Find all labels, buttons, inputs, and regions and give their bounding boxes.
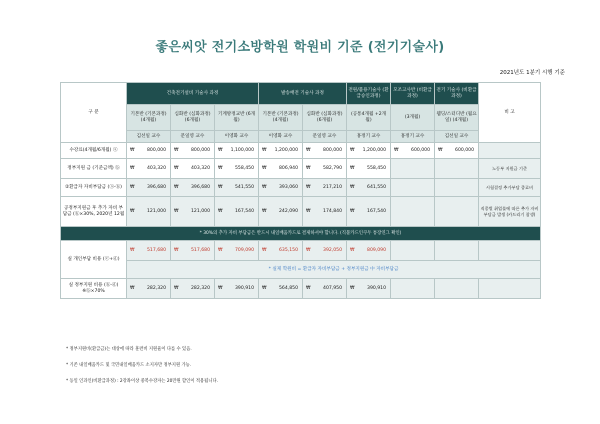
amount: 709,090 bbox=[235, 247, 254, 253]
value-cell bbox=[259, 197, 303, 227]
notice-banner: * 30%의 추가 자비 부담금은 반드시 내일배움카드로 결제하셔야 합니다. (직불카드인쿠두 통장연그 확인) bbox=[61, 227, 541, 241]
currency-symbol: ₩ bbox=[130, 184, 135, 190]
instructor-cell: 이영화 교수 bbox=[215, 131, 259, 143]
currency-symbol: ₩ bbox=[350, 147, 355, 153]
amount: 396,680 bbox=[191, 184, 210, 190]
value-cell bbox=[215, 143, 259, 159]
course-header: 기본반 (기본과정) (4개월) bbox=[127, 105, 171, 131]
empty-cell bbox=[391, 197, 435, 227]
currency-symbol: ₩ bbox=[306, 285, 311, 291]
amount: 217,210 bbox=[323, 184, 343, 190]
amount: 517,680 bbox=[147, 247, 166, 253]
footnote: * 정부지원비(환급금)는 대상에 따라 훈련비 지원율이 다를 수 있음. bbox=[66, 347, 192, 352]
currency-symbol: ₩ bbox=[130, 285, 135, 291]
value-cell bbox=[303, 143, 347, 159]
empty-cell bbox=[435, 279, 479, 299]
empty-cell bbox=[479, 241, 541, 261]
currency-symbol: ₩ bbox=[262, 147, 267, 153]
table-row bbox=[61, 197, 541, 227]
amount: 564,850 bbox=[279, 285, 298, 291]
currency-symbol: ₩ bbox=[350, 184, 355, 190]
instructor-cell: 홍정기 교수 bbox=[347, 131, 391, 143]
value-cell bbox=[347, 241, 391, 261]
currency-symbol: ₩ bbox=[218, 184, 223, 190]
amount: 167,540 bbox=[367, 208, 387, 214]
currency-symbol: ₩ bbox=[130, 208, 135, 214]
remark-header: 비 고 bbox=[479, 83, 541, 143]
currency-symbol: ₩ bbox=[350, 247, 355, 253]
group-header: 건축전기설비 기술사 과정 bbox=[127, 83, 259, 105]
currency-symbol: ₩ bbox=[218, 208, 223, 214]
value-cell bbox=[215, 241, 259, 261]
remark-cell: 노동부 지원금 기준 bbox=[479, 159, 541, 179]
amount: 517,680 bbox=[191, 247, 210, 253]
instructor-cell: 김선일 교수 bbox=[127, 131, 171, 143]
amount: 392,050 bbox=[323, 247, 343, 253]
page-title: 좋은씨앗 전기소방학원 학원비 기준 (전기기술사) bbox=[155, 40, 445, 55]
currency-symbol: ₩ bbox=[218, 147, 223, 153]
amount: 600,000 bbox=[455, 147, 475, 153]
amount: 390,910 bbox=[367, 285, 387, 291]
amount: 558,450 bbox=[235, 165, 254, 171]
currency-symbol: ₩ bbox=[350, 285, 355, 291]
row-label: 정부지원 금 (기준금액) ⓑ bbox=[61, 159, 127, 179]
currency-symbol: ₩ bbox=[262, 285, 267, 291]
value-cell bbox=[127, 159, 171, 179]
currency-symbol: ₩ bbox=[174, 184, 179, 190]
amount: 1,200,000 bbox=[362, 147, 387, 153]
value-cell bbox=[435, 143, 479, 159]
empty-cell bbox=[435, 179, 479, 197]
value-cell bbox=[215, 159, 259, 179]
course-header: (3개월) bbox=[391, 105, 435, 131]
value-cell bbox=[303, 179, 347, 197]
currency-symbol: ₩ bbox=[174, 165, 179, 171]
course-header: 심화반 (심화과정) (6개월) bbox=[303, 105, 347, 131]
empty-cell bbox=[435, 197, 479, 227]
value-cell bbox=[171, 143, 215, 159]
value-cell bbox=[259, 159, 303, 179]
instructor-cell: 이영화 교수 bbox=[259, 131, 303, 143]
amount: 174,840 bbox=[323, 208, 343, 214]
amount: 282,320 bbox=[147, 285, 166, 291]
value-cell bbox=[171, 159, 215, 179]
value-cell bbox=[259, 179, 303, 197]
amount: 403,320 bbox=[147, 165, 166, 171]
amount: 396,680 bbox=[147, 184, 166, 190]
amount: 800,000 bbox=[147, 147, 166, 153]
instructor-cell: 홍정기 교수 bbox=[391, 131, 435, 143]
instructor-cell: 김선일 교수 bbox=[435, 131, 479, 143]
currency-symbol: ₩ bbox=[262, 184, 267, 190]
amount: 800,000 bbox=[191, 147, 210, 153]
currency-symbol: ₩ bbox=[218, 285, 223, 291]
row-label: 실 개인부담 비용 (ⓒ+ⓓ) bbox=[61, 241, 127, 279]
row-label: ②환급자 자비부담금 (ⓐ-ⓑ) bbox=[61, 179, 127, 197]
course-header: 기본반 (기본과정) (4개월) bbox=[259, 105, 303, 131]
fee-table bbox=[60, 82, 541, 299]
value-cell bbox=[347, 279, 391, 299]
section-header: 구 분 bbox=[61, 83, 127, 143]
currency-symbol: ₩ bbox=[350, 165, 355, 171]
empty-cell bbox=[391, 241, 435, 261]
remark-cell: 직종별 취업률에 따른 추가 자비 부담금 발생 (카드리기 참생) bbox=[479, 197, 541, 227]
table-row bbox=[61, 179, 541, 197]
amount: 809,090 bbox=[367, 247, 387, 253]
value-cell bbox=[303, 279, 347, 299]
currency-symbol: ₩ bbox=[306, 147, 311, 153]
value-cell bbox=[259, 279, 303, 299]
amount: 407,950 bbox=[323, 285, 343, 291]
currency-symbol: ₩ bbox=[130, 247, 135, 253]
currency-symbol: ₩ bbox=[262, 165, 267, 171]
amount: 242,090 bbox=[279, 208, 298, 214]
currency-symbol: ₩ bbox=[262, 208, 267, 214]
footnote: * 기존 내일배움카드 및 국민내일배움카드 소지자만 정부지원 가능. bbox=[66, 363, 192, 368]
amount: 393,060 bbox=[279, 184, 298, 190]
currency-symbol: ₩ bbox=[174, 208, 179, 214]
amount: 167,540 bbox=[235, 208, 254, 214]
amount: 635,150 bbox=[279, 247, 298, 253]
currency-symbol: ₩ bbox=[218, 247, 223, 253]
empty-cell bbox=[435, 159, 479, 179]
amount: 282,320 bbox=[191, 285, 210, 291]
table-row bbox=[61, 159, 541, 179]
course-header: 기계방정교반 (6개월) bbox=[215, 105, 259, 131]
group-header: 전기 기술사 (비환급과정) bbox=[435, 83, 479, 105]
empty-cell bbox=[391, 279, 435, 299]
currency-symbol: ₩ bbox=[306, 247, 311, 253]
empty-cell bbox=[435, 241, 479, 261]
value-cell bbox=[215, 179, 259, 197]
amount: 1,100,000 bbox=[230, 147, 254, 153]
value-cell bbox=[127, 197, 171, 227]
currency-symbol: ₩ bbox=[174, 147, 179, 153]
effective-date: 2021년도 1분기 시행 기준 bbox=[499, 70, 565, 76]
row-label: 실 정부지원 비용 (ⓑ-ⓓ) ※ⓑ×70% bbox=[61, 279, 127, 299]
price-info: * 실제 학원비 = 환급자 자비부담금 + 정부지원금 中 자비부담금 bbox=[127, 261, 541, 279]
group-header: 전원/불용기술사 (환급승인과정) bbox=[347, 83, 391, 105]
amount: 641,550 bbox=[367, 184, 387, 190]
group-header: 발송배전 기술사 과정 bbox=[259, 83, 347, 105]
currency-symbol: ₩ bbox=[350, 208, 355, 214]
value-cell bbox=[127, 143, 171, 159]
instructor-cell: 문일영 교수 bbox=[303, 131, 347, 143]
amount: 1,200,000 bbox=[274, 147, 298, 153]
amount: 121,000 bbox=[147, 208, 166, 214]
amount: 582,790 bbox=[323, 165, 343, 171]
empty-cell bbox=[391, 179, 435, 197]
value-cell bbox=[347, 179, 391, 197]
row-label: 수강료(4개월/6개월) ⓐ bbox=[61, 143, 127, 159]
course-header: 심화반 (심화과정) (6개월) bbox=[171, 105, 215, 131]
value-cell bbox=[127, 179, 171, 197]
amount: 600,000 bbox=[411, 147, 431, 153]
currency-symbol: ₩ bbox=[218, 165, 223, 171]
value-cell bbox=[347, 197, 391, 227]
value-cell bbox=[215, 197, 259, 227]
value-cell bbox=[303, 159, 347, 179]
value-cell bbox=[215, 279, 259, 299]
value-cell bbox=[347, 143, 391, 159]
remark-cell: 시험결정 추가부담 종료비 bbox=[479, 179, 541, 197]
amount: 541,550 bbox=[235, 184, 254, 190]
instructor-cell: 문일영 교수 bbox=[171, 131, 215, 143]
value-cell bbox=[171, 241, 215, 261]
table-row bbox=[61, 241, 541, 261]
remark-cell bbox=[479, 143, 541, 159]
row-label: 공정부지원금 후 추가 자비 부담금 (ⓑ×30%, 2020년 12월 bbox=[61, 197, 127, 227]
value-cell bbox=[127, 279, 171, 299]
value-cell bbox=[303, 197, 347, 227]
currency-symbol: ₩ bbox=[262, 247, 267, 253]
currency-symbol: ₩ bbox=[130, 165, 135, 171]
amount: 121,000 bbox=[191, 208, 210, 214]
group-header: 모조고사반 (비환급과정) bbox=[391, 83, 435, 105]
value-cell bbox=[259, 143, 303, 159]
course-header: 웹딩/스터디반 (월요일) (4개월) bbox=[435, 105, 479, 131]
value-cell bbox=[259, 241, 303, 261]
value-cell bbox=[303, 241, 347, 261]
course-header: (공통4개월 +2개월) bbox=[347, 105, 391, 131]
footnote: * 동일 인과인(비환급과정) : 2강좌이상 중복수강자는 20만원 할인이 적용됩니다. bbox=[66, 379, 218, 384]
amount: 403,320 bbox=[191, 165, 210, 171]
currency-symbol: ₩ bbox=[174, 247, 179, 253]
value-cell bbox=[171, 179, 215, 197]
value-cell bbox=[391, 143, 435, 159]
currency-symbol: ₩ bbox=[394, 147, 399, 153]
amount: 800,000 bbox=[323, 147, 343, 153]
value-cell bbox=[127, 241, 171, 261]
amount: 558,450 bbox=[367, 165, 387, 171]
table-row bbox=[61, 279, 541, 299]
empty-cell bbox=[391, 159, 435, 179]
currency-symbol: ₩ bbox=[130, 147, 135, 153]
currency-symbol: ₩ bbox=[174, 285, 179, 291]
currency-symbol: ₩ bbox=[306, 184, 311, 190]
amount: 390,910 bbox=[235, 285, 254, 291]
currency-symbol: ₩ bbox=[306, 208, 311, 214]
amount: 806,940 bbox=[279, 165, 298, 171]
empty-cell bbox=[479, 279, 541, 299]
value-cell bbox=[171, 279, 215, 299]
currency-symbol: ₩ bbox=[306, 165, 311, 171]
table-row bbox=[61, 143, 541, 159]
currency-symbol: ₩ bbox=[438, 147, 443, 153]
value-cell bbox=[347, 159, 391, 179]
value-cell bbox=[171, 197, 215, 227]
